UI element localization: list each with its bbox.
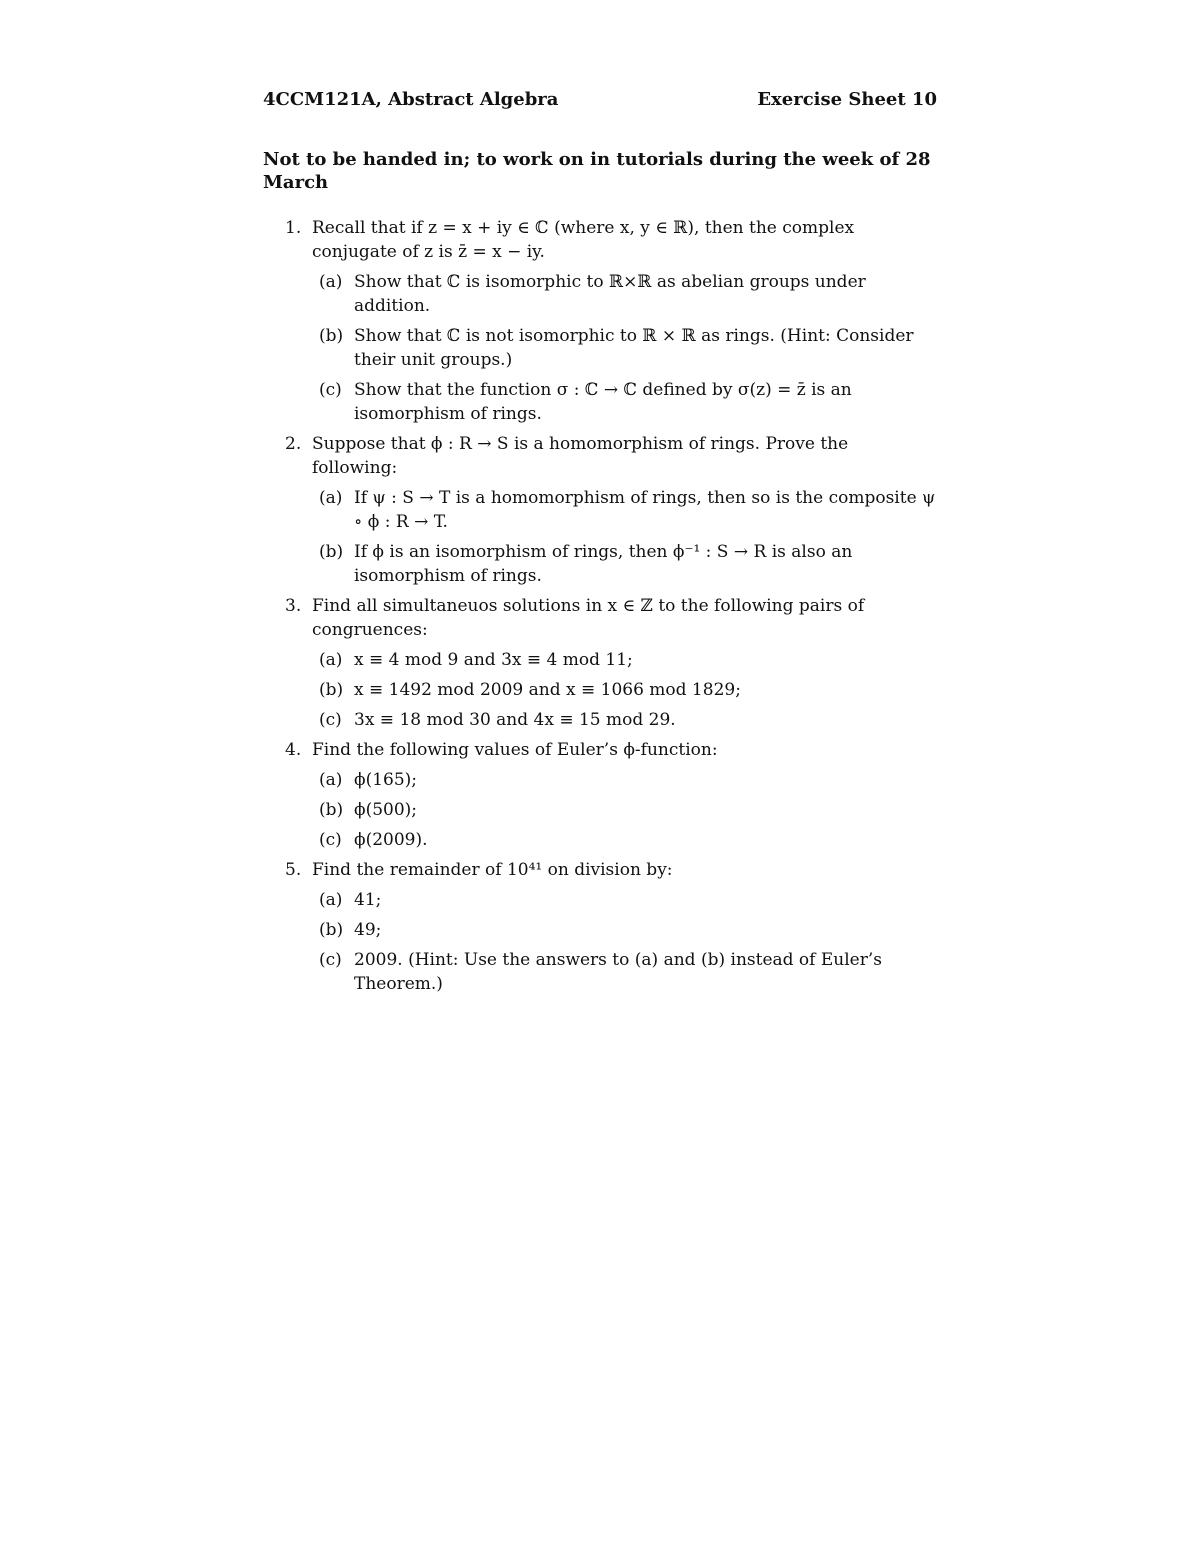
problem-5 — [263, 858, 937, 996]
part-text: Show that ℂ is isomorphic to ℝ×ℝ as abelian groups under addition. — [354, 272, 866, 316]
problem-number: 5. — [285, 860, 302, 880]
part-text: 2009. (Hint: Use the answers to (a) and (b) instead of Euler’s Theorem.) — [354, 950, 882, 994]
problem-part — [312, 540, 937, 588]
part-label: (c) — [319, 950, 342, 970]
problem-4 — [263, 738, 937, 852]
part-label: (b) — [319, 920, 344, 940]
part-label: (b) — [319, 326, 344, 346]
instructions-heading: Not to be handed in; to work on in tutorials during the week of 28 March — [263, 149, 931, 193]
problem-part — [312, 768, 937, 792]
part-text: If ψ : S → T is a homomorphism of rings, then so is the composite ψ ∘ ϕ : R → T. — [354, 488, 936, 532]
part-text: ϕ(2009). — [354, 830, 428, 850]
part-label: (c) — [319, 380, 342, 400]
problem-part — [312, 270, 937, 318]
part-label: (b) — [319, 542, 344, 562]
problem-part — [312, 798, 937, 822]
problem-part — [312, 324, 937, 372]
problem-text: Find all simultaneuos solutions in x ∈ ℤ to the following pairs of congruences: — [312, 596, 865, 640]
problem-list — [263, 216, 937, 996]
part-label: (a) — [319, 890, 343, 910]
problem-part — [312, 708, 937, 732]
problem-part — [312, 378, 937, 426]
exercise-sheet-page — [263, 86, 937, 1002]
part-label: (c) — [319, 710, 342, 730]
part-text: ϕ(165); — [354, 770, 418, 790]
problem-text: Find the following values of Euler’s ϕ-function: — [312, 740, 718, 760]
problem-part — [312, 888, 937, 912]
part-text: 41; — [354, 890, 382, 910]
part-text: Show that ℂ is not isomorphic to ℝ × ℝ as rings. (Hint: Consider their unit groups.) — [354, 326, 914, 370]
problem-1 — [263, 216, 937, 426]
page-header — [263, 86, 937, 114]
problem-part — [312, 648, 937, 672]
problem-part — [312, 486, 937, 534]
part-text: If ϕ is an isomorphism of rings, then ϕ⁻¹ : S → R is also an isomorphism of rings. — [354, 542, 853, 586]
problem-number: 3. — [285, 596, 302, 616]
problem-part — [312, 678, 937, 702]
sheet-title: Exercise Sheet 10 — [757, 89, 937, 110]
problem-number: 4. — [285, 740, 302, 760]
part-label: (a) — [319, 650, 343, 670]
part-text: x ≡ 4 mod 9 and 3x ≡ 4 mod 11; — [354, 650, 633, 670]
problem-number: 2. — [285, 434, 302, 454]
part-text: Show that the function σ : ℂ → ℂ defined by σ(z) = z̄ is an isomorphism of rings. — [354, 380, 852, 424]
part-label: (b) — [319, 680, 344, 700]
part-text: ϕ(500); — [354, 800, 418, 820]
problem-text: Find the remainder of 10⁴¹ on division by: — [312, 860, 673, 880]
problem-part — [312, 918, 937, 942]
part-text: 49; — [354, 920, 382, 940]
part-label: (a) — [319, 770, 343, 790]
part-label: (a) — [319, 272, 343, 292]
problem-2 — [263, 432, 937, 588]
problem-text: Suppose that ϕ : R → S is a homomorphism of rings. Prove the following: — [312, 434, 849, 478]
problem-text: Recall that if z = x + iy ∈ ℂ (where x, y ∈ ℝ), then the complex conjugate of z is z̄ = x − iy. — [312, 218, 855, 262]
problem-number: 1. — [285, 218, 302, 238]
part-text: x ≡ 1492 mod 2009 and x ≡ 1066 mod 1829; — [354, 680, 741, 700]
course-title: 4CCM121A, Abstract Algebra — [263, 89, 559, 110]
problem-part — [312, 828, 937, 852]
part-label: (c) — [319, 830, 342, 850]
part-text: 3x ≡ 18 mod 30 and 4x ≡ 15 mod 29. — [354, 710, 676, 730]
part-label: (b) — [319, 800, 344, 820]
problem-part — [312, 948, 937, 996]
part-label: (a) — [319, 488, 343, 508]
problem-3 — [263, 594, 937, 732]
